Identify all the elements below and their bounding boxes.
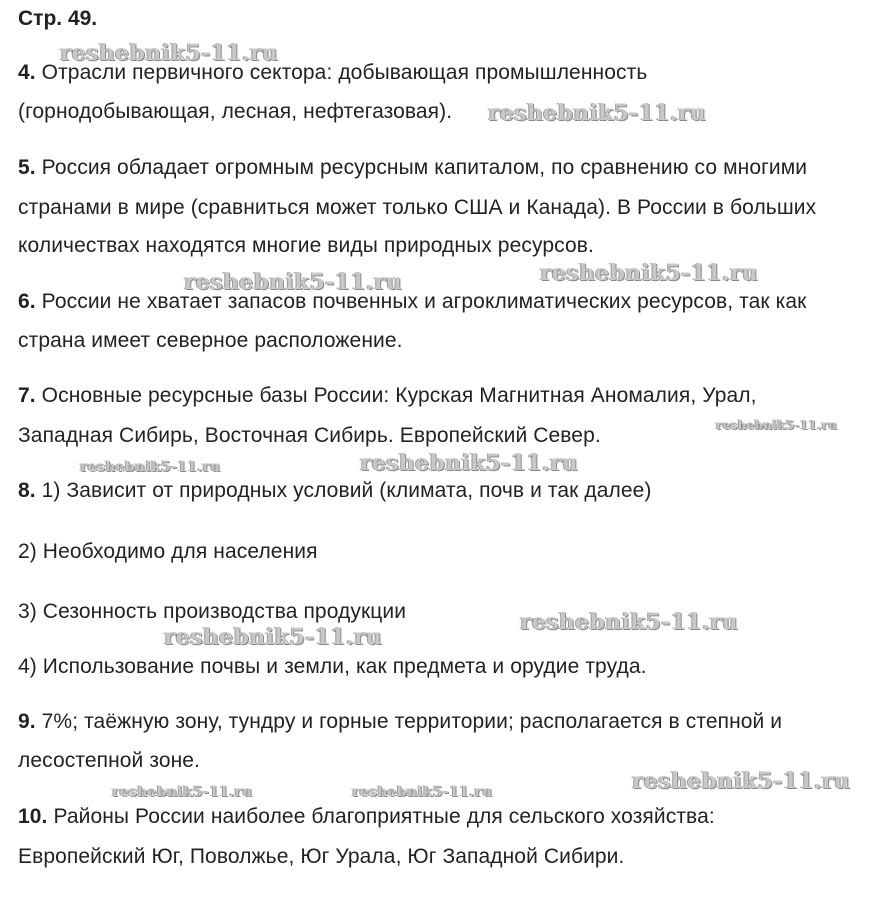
answer-4-text-1: Отрасли первичного сектора: добывающая промышленность [41,61,648,84]
answer-8-line-3 [18,599,406,625]
answer-5-number: 5. [18,156,36,179]
answer-5-text-2: странами в мире (сравниться может только США и Канада). В России в больших [18,196,817,219]
answer-8-text-3: 3) Сезонность производства продукции [18,600,407,623]
answer-7-text-2: Западная Сибирь, Восточная Сибирь. Европейский Север. [18,424,601,447]
answer-8-line-4 [18,654,647,680]
answer-4-line-2 [18,99,452,125]
answer-10-text-2: Европейский Юг, Поволжье, Юг Урала, Юг Западной Сибири. [18,845,625,868]
answer-9-number: 9. [18,710,36,733]
answer-6-line-1 [18,289,806,315]
watermark: reshebnik5-11.ru [80,459,221,475]
answer-6-text-2: страна имеет северное расположение. [18,329,403,352]
watermark: reshebnik5-11.ru [716,418,838,432]
answer-10-line-1 [18,804,715,830]
answer-8-text-1: 1) Зависит от природных условий (климата, почв и так далее) [41,479,652,502]
answer-6-line-2 [18,328,403,354]
watermark: reshebnik5-11.ru [184,269,403,295]
answer-10-number: 10. [18,805,48,828]
watermark: reshebnik5-11.ru [352,784,493,800]
answer-7-line-1 [18,383,757,409]
answer-6-number: 6. [18,290,36,313]
answer-4-text-2: (горнодобывающая, лесная, нефтегазовая). [18,100,453,123]
answer-4-number: 4. [18,61,36,84]
answer-7-line-2 [18,423,601,449]
answer-8-number: 8. [18,479,36,502]
answer-6-text-1: России не хватает запасов почвенных и агроклиматических ресурсов, так как [41,290,807,313]
watermark: reshebnik5-11.ru [632,768,851,794]
answer-8-text-4: 4) Использование почвы и земли, как предмета и орудие труда. [18,655,647,678]
answer-5-line-2 [18,195,816,221]
answer-9-line-2 [18,748,200,774]
answer-5-line-1 [18,155,807,181]
answer-5-text-1: Россия обладает огромным ресурсным капиталом, по сравнению со многими [41,156,808,179]
answer-8-line-1 [18,478,652,504]
watermark: reshebnik5-11.ru [164,624,383,650]
answer-9-line-1 [18,709,782,735]
answer-7-number: 7. [18,384,36,407]
watermark: reshebnik5-11.ru [540,260,759,286]
answer-5-text-3: количествах находятся многие виды природных ресурсов. [18,234,594,257]
answer-10-text-1: Районы России наиболее благоприятные для сельского хозяйства: [53,805,715,828]
answer-9-text-1: 7%; таёжную зону, тундру и горные территории; располагается в степной и [41,710,783,733]
watermark: reshebnik5-11.ru [112,784,253,800]
answer-8-line-2 [18,539,318,565]
watermark: reshebnik5-11.ru [520,609,739,635]
answer-7-text-1: Основные ресурсные базы России: Курская Магнитная Аномалия, Урал, [41,384,757,407]
page-title: Стр. 49. [18,7,98,30]
answer-5-line-3 [18,233,594,259]
watermark: reshebnik5-11.ru [60,40,279,66]
answer-10-line-2 [18,844,624,870]
answer-8-text-2: 2) Необходимо для населения [18,540,318,563]
watermark: reshebnik5-11.ru [488,100,707,126]
answer-9-text-2: лесостепной зоне. [18,749,201,772]
watermark: reshebnik5-11.ru [360,450,579,476]
